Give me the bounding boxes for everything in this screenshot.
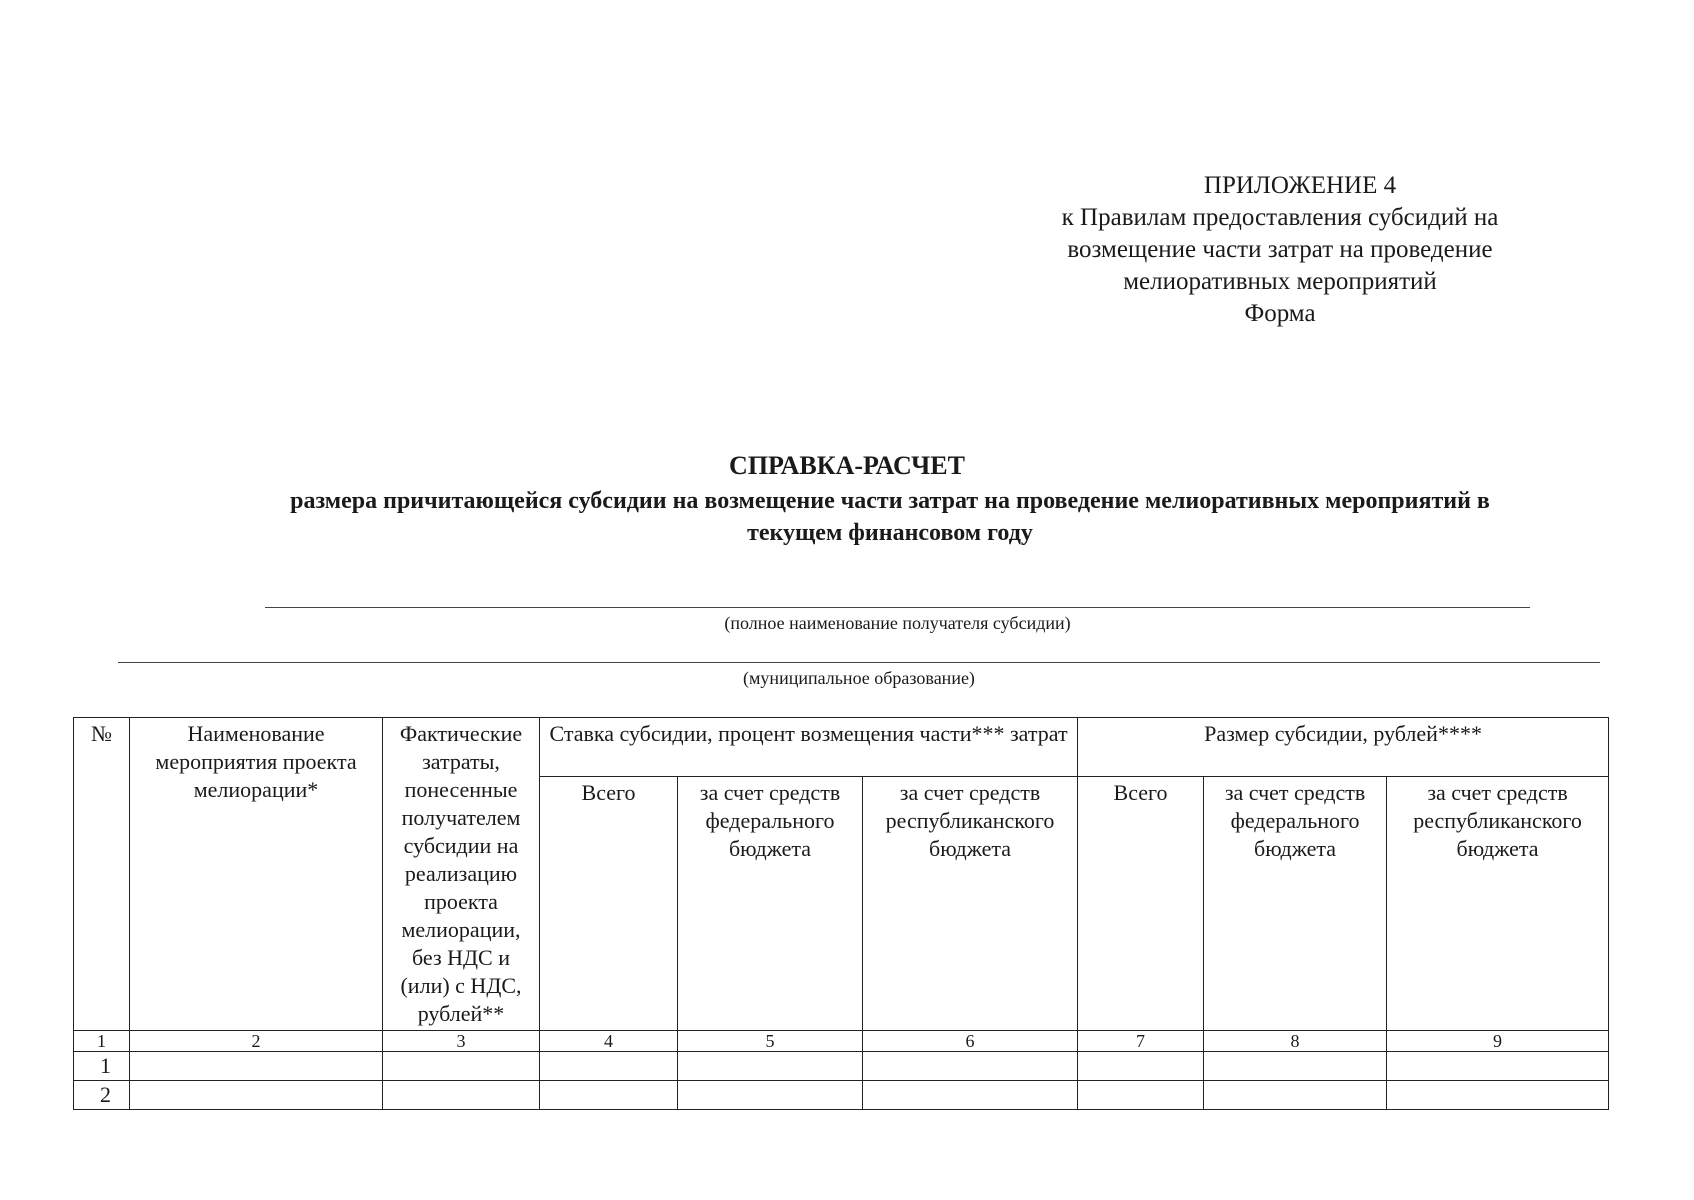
header-amount-federal: за счет средств федерального бюджета [1204,776,1387,1030]
column-number: 8 [1204,1031,1387,1052]
header-measure-name: Наименование мероприятия проекта мелиорации* [130,718,383,1031]
amount-republic-cell[interactable] [1387,1081,1609,1110]
subsidy-calc-table [73,717,1609,1110]
rate-federal-cell[interactable] [678,1081,863,1110]
header-rate-republic: за счет средств республиканского бюджета [863,776,1078,1030]
header-subsidy-amount: Размер субсидии, рублей**** [1078,718,1609,777]
table-row [74,1081,1609,1110]
header-no: № [74,718,130,1031]
rate-total-cell[interactable] [540,1081,678,1110]
column-number: 9 [1387,1031,1609,1052]
rate-federal-cell[interactable] [678,1052,863,1081]
column-number: 7 [1078,1031,1204,1052]
actual-costs-cell[interactable] [383,1081,540,1110]
column-number-row [74,1031,1609,1052]
row-number: 1 [74,1052,130,1081]
amount-total-cell[interactable] [1078,1052,1204,1081]
rate-republic-cell[interactable] [863,1052,1078,1081]
recipient-name-caption: (полное наименование получателя субсидии) [724,613,1071,633]
document-subtitle: размера причитающейся субсидии на возмещение части затрат на проведение мелиоративных мероприятий в текущем финансовом году [290,488,1490,546]
column-number: 5 [678,1031,863,1052]
column-number: 2 [130,1031,383,1052]
row-number: 2 [74,1081,130,1110]
column-number: 4 [540,1031,678,1052]
document-title: СПРАВКА-РАСЧЕТ [729,451,965,480]
rate-total-cell[interactable] [540,1052,678,1081]
appendix-block [1000,170,1560,330]
header-rate-total: Всего [540,776,678,1030]
appendix-line-1: к Правилам предоставления субсидий на [1061,204,1499,231]
appendix-line-2: возмещение части затрат на проведение [1067,236,1493,263]
measure-name-cell[interactable] [130,1081,383,1110]
header-amount-republic: за счет средств республиканского бюджета [1387,776,1609,1030]
amount-total-cell[interactable] [1078,1081,1204,1110]
form-label: Форма [1244,300,1316,327]
appendix-line-3: мелиоративных мероприятий [1123,268,1437,295]
header-actual-costs: Фактические затраты, понесенные получателем субсидии на реализацию проекта мелиорации, без НДС и (или) с НДС, рублей** [383,718,540,1031]
header-subsidy-rate: Ставка субсидии, процент возмещения части*** затрат [540,718,1078,777]
municipality-caption: (муниципальное образование) [743,668,975,688]
amount-republic-cell[interactable] [1387,1052,1609,1081]
column-number: 3 [383,1031,540,1052]
recipient-name-line[interactable] [265,607,1530,608]
rate-republic-cell[interactable] [863,1081,1078,1110]
header-amount-total: Всего [1078,776,1204,1030]
amount-federal-cell[interactable] [1204,1052,1387,1081]
header-rate-federal: за счет средств федерального бюджета [678,776,863,1030]
appendix-title: ПРИЛОЖЕНИЕ 4 [1203,172,1397,199]
amount-federal-cell[interactable] [1204,1081,1387,1110]
column-number: 1 [74,1031,130,1052]
column-number: 6 [863,1031,1078,1052]
table-row [74,1052,1609,1081]
municipality-line[interactable] [118,662,1600,663]
actual-costs-cell[interactable] [383,1052,540,1081]
measure-name-cell[interactable] [130,1052,383,1081]
